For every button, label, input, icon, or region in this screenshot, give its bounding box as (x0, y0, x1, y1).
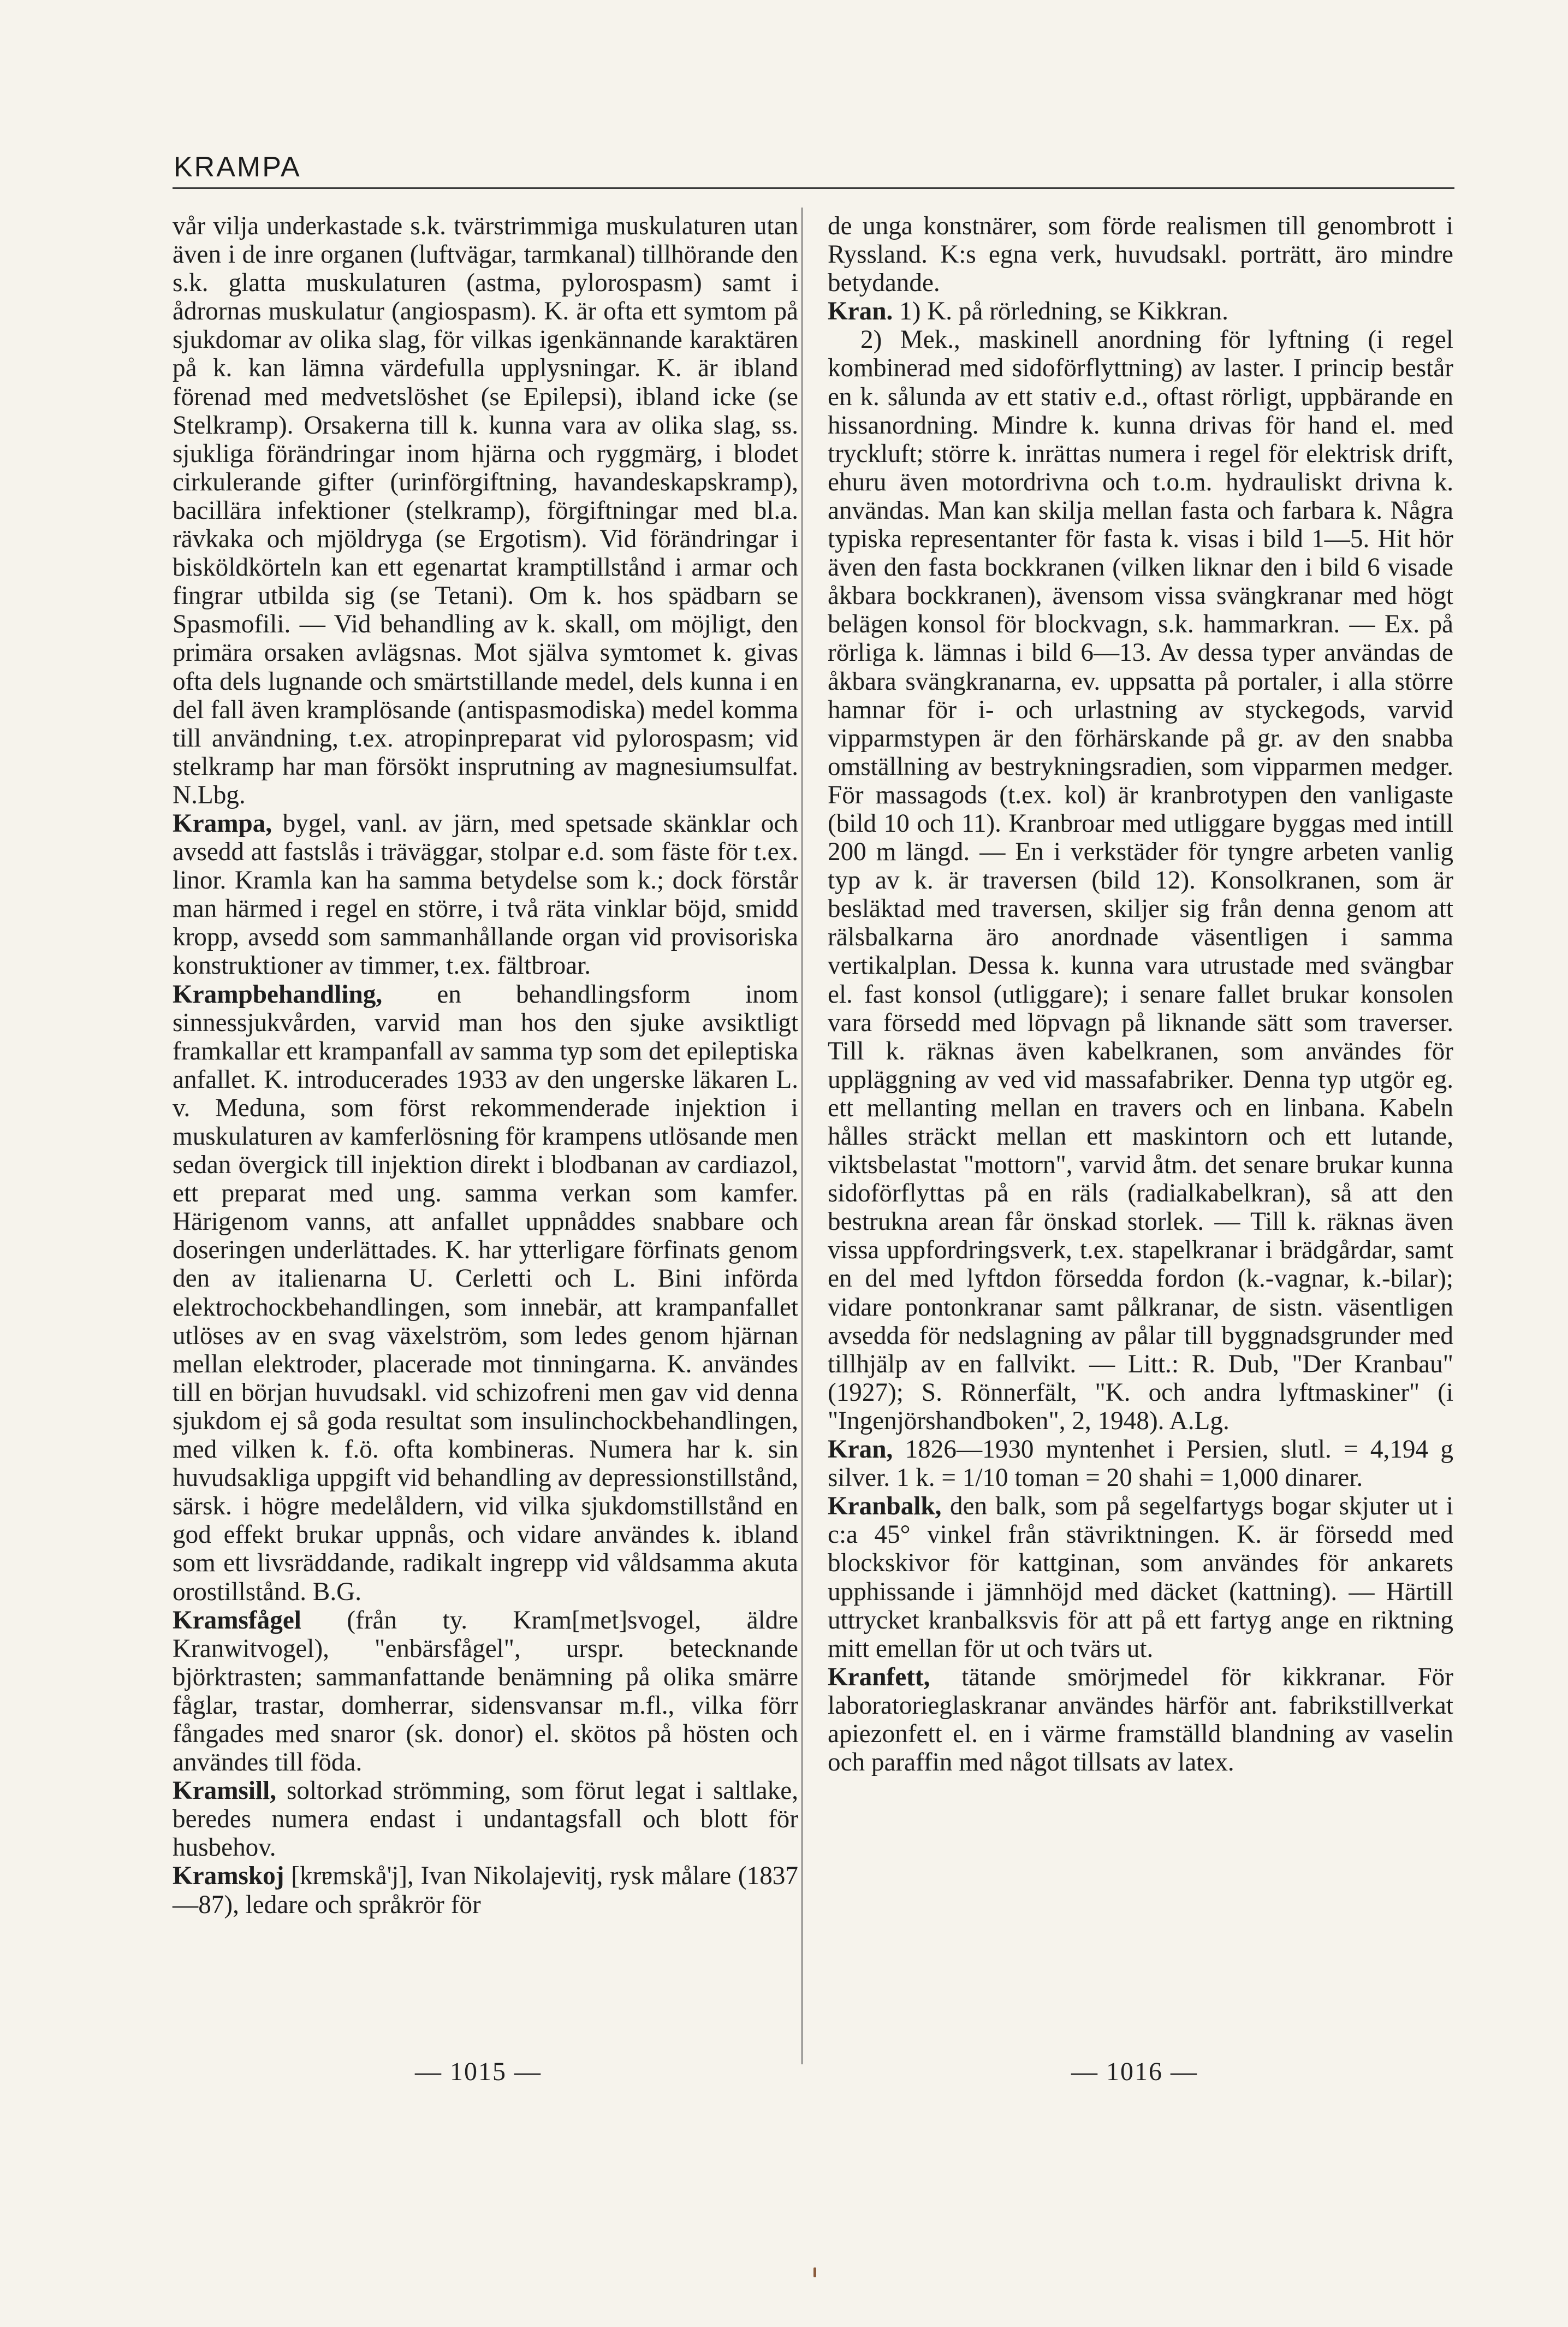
entry-text: 1826—1930 myntenhet i Persien, slutl. = 4,194 g silver. 1 k. = 1/10 toman = 20 shahi = 1,000 dinarer. (828, 1435, 1453, 1493)
headword: Kranfett, (828, 1662, 930, 1691)
entry-text: soltorkad strömming, som förut legat i saltlake, beredes numera endast i undantagsfall och blott för husbehov. (173, 1777, 798, 1862)
column-divider (801, 208, 803, 2064)
entry-kramsfagel (173, 1606, 798, 1777)
continued-paragraph: de unga konstnärer, som förde realismen till genombrott i Ryssland. K:s egna verk, huvudsakl. porträtt, äro mindre betydande. (828, 212, 1453, 298)
entry-kranfett (828, 1663, 1453, 1777)
entry-krampa (173, 809, 798, 980)
entry-kran-1 (828, 297, 1453, 325)
entry-text: tätande smörjmedel för kikkranar. För laboratorieglaskranar användes härför ant. fabrikstillverkat apiezonfett el. en i värme framställd blandning av vaselin och paraffin med något tillsats av latex. (828, 1662, 1453, 1777)
entry-text: en behandlingsform inom sinnessjukvården, varvid man hos den sjuke avsiktligt framkallar ett krampanfall av samma typ som det epileptiska anfallet. K. introducerades 1933 av den ungerske läkaren L. v. Meduna, som först rekommenderade injektion i muskulaturen av kamferlösning för krampens utlösande men sedan övergick till injektion direkt i blodbanan av cardiazol, ett preparat med ung. samma verkan som kamfer. Härigenom vanns, att anfallet uppnåddes snabbare och doseringen underlättades. K. har ytterligare förfinats genom den av italienarna U. Cerletti och L. Bini införda elektrochockbehandlingen, som innebär, att krampanfallet utlöses av en svag växelström, som ledes genom hjärnan mellan elektroder, placerade mot tinningarna. K. användes till en början huvudsakl. vid schizofreni men gav vid denna sjukdom ej så goda resultat som insulinchockbehandlingen, med vilken k. f.ö. ofta kombineras. Numera har k. sin huvudsakliga uppgift vid behandling av depressionstillstånd, särsk. i högre medelåldern, vid vilka sjukdomstillstånd en god effekt brukar uppnås, och vidare användes k. ibland som ett livsräddande, radikalt ingrepp vid våldsamma akuta orostillstånd. B.G. (173, 980, 798, 1606)
entry-text: 1) K. på rörledning, se Kikkran. (893, 297, 1228, 326)
entry-text: den balk, som på segelfartygs bogar skjuter ut i c:a 45° vinkel från stävriktningen. K. är försedd med blockskivor för kattginan, som användes för ankarets upphissande i jämnhöjd med däcket (kattning). — Härtill uttrycket kranbalksvis för att på ett fartyg ange en riktning mitt emellan för ut och tvärs ut. (828, 1492, 1453, 1663)
header-rule (173, 187, 1454, 189)
page-number-left: — 1015 — (415, 2057, 542, 2086)
entry-text: [krɐmskå'j], Ivan Nikolajevitj, rysk målare (1837—87), ledare och språkrör för (173, 1862, 798, 1919)
left-column (173, 212, 798, 1919)
running-head: KRAMPA (174, 151, 301, 183)
entry-kran-2: 2) Mek., maskinell anordning för lyftning (i regel kombinerad med sidoförflyttning) av laster. I princip består en k. sålunda av ett stativ e.d., oftast rörligt, uppbärande en hissanordning. Mindre k. kunna drivas för hand el. med tryckluft; större k. inrättas numera i regel för elektrisk drift, ehuru även motordrivna och t.o.m. hydrauliskt drivna k. användas. Man kan skilja mellan fasta och farbara k. Några typiska representanter för fasta k. visas i bild 1—5. Hit hör även den fasta bockkranen (vilken liknar den i bild 6 visade åkbara bockkranen), ävensom vissa svängkranar med högt belägen konsol för blockvagn, s.k. hammarkran. — Ex. på rörliga k. lämnas i bild 6—13. Av dessa typer användas de åkbara svängkranarna, ev. uppsatta på portaler, i alla större hamnar för i- och urlastning av styckegods, varvid vipparmstypen är den förhärskande på gr. av den snabba omställning av bestrykningsradien, som vipparmen medger. För massagods (t.ex. kol) är kranbrotypen den vanligaste (bild 10 och 11). Kranbroar med utliggare byggas med intill 200 m längd. — En i verkstäder för tyngre arbeten vanlig typ av k. är traversen (bild 12). Konsolkranen, som är besläktad med traversen, skiljer sig från denna genom att rälsbalkarna äro anordnade väsentligen i samma vertikalplan. Dessa k. kunna vara utrustade med svängbar el. fast konsol (utliggare); i senare fallet brukar konsolen vara försedd med löpvagn på liknande sätt som traverser. Till k. räknas även kabelkranen, som användes för uppläggning av ved vid massafabriker. Denna typ utgör eg. ett mellanting mellan en travers och en linbana. Kabeln hålles sträckt mellan ett maskintorn och ett lutande, viktsbelastat "mottorn", varvid åtm. det senare brukar kunna sidoförflyttas på en räls (radialkabelkran), så att den bestrukna arean får önskad storlek. — Till k. räknas även vissa uppfordringsverk, t.ex. stapelkranar i brädgårdar, samt en del med lyftdon försedda fordon (k.-vagnar, k.-bilar); vidare pontonkranar samt pålkranar, de sistn. väsentligen avsedda för nedslagning av pålar till byggnadsgrunder med tillhjälp av en fallvikt. — Litt.: R. Dub, "Der Kranbau" (1927); S. Rönnerfält, "K. och andra lyftmaskiner" (i "Ingenjörshandboken", 2, 1948). A.Lg. (828, 325, 1453, 1435)
paper-speck (813, 2267, 816, 2277)
page-number-right: — 1016 — (1071, 2057, 1198, 2086)
headword: Kramsfågel (173, 1606, 301, 1635)
headword: Krampbehandling, (173, 980, 383, 1009)
headword: Kranbalk, (828, 1492, 942, 1521)
entry-kranbalk (828, 1492, 1453, 1663)
headword: Kramskoj (173, 1862, 284, 1891)
continued-paragraph: vår vilja underkastade s.k. tvärstrimmiga muskulaturen utan även i de inre organen (luftvägar, tarmkanal) tillhörande den s.k. glatta muskulaturen (astma, pylorospasm) samt i ådrornas muskulatur (angiospasm). K. är ofta ett symtom på sjukdomar av olika slag, för vilkas igenkännande karaktären på k. kan lämna värdefulla upplysningar. K. är ibland förenad med medvetslöshet (se Epilepsi), ibland icke (se Stelkramp). Orsakerna till k. kunna vara av olika slag, ss. sjukliga förändringar inom hjärna och ryggmärg, i blodet cirkulerande gifter (urinförgiftning, havandeskapskramp), bacillära infektioner (stelkramp), förgiftningar med bl.a. rävkaka och mjöldryga (se Ergotism). Vid förändringar i bisköldkörteln kan ett egenartat kramptillstånd i armar och fingrar utbilda sig (se Tetani). Om k. hos spädbarn se Spasmofili. — Vid behandling av k. skall, om möjligt, den primära orsaken avlägsnas. Mot själva symtomet k. givas ofta dels lugnande och smärtstillande medel, dels kunna i en del fall även kramplösande (antispasmodiska) medel komma till användning, t.ex. atropinpreparat vid pylorospasm; vid stelkramp har man försökt insprutning av magnesiumsulfat. N.Lbg. (173, 212, 798, 809)
entry-kramsill (173, 1777, 798, 1862)
entry-text: bygel, vanl. av järn, med spetsade skänklar och avsedd att fastslås i träväggar, stolpar e.d. som fäste för t.ex. linor. Kramla kan ha samma betydelse som k.; dock förstår man härmed i regel en större, i två räta vinklar böjd, smidd kropp, avsedd som sammanhållande organ vid provisoriska konstruktioner av timmer, t.ex. fältbroar. (173, 809, 798, 980)
headword: Kramsill, (173, 1777, 277, 1805)
right-column (828, 212, 1453, 1777)
entry-kran-currency (828, 1435, 1453, 1492)
headword: Kran, (828, 1435, 893, 1464)
entry-kramskoj (173, 1862, 798, 1919)
entry-krampbehandling (173, 980, 798, 1606)
headword: Krampa, (173, 809, 272, 838)
entry-text: (från ty. Kram[met]svogel, äldre Kranwitvogel), "enbärsfågel", urspr. betecknande björktrasten; sammanfattande benämning på olika smärre fåglar, trastar, domherrar, sidensvansar m.fl., vilka förr fångades med snaror (sk. donor) el. skötos på hösten och användes till föda. (173, 1606, 798, 1777)
headword: Kran. (828, 297, 893, 326)
